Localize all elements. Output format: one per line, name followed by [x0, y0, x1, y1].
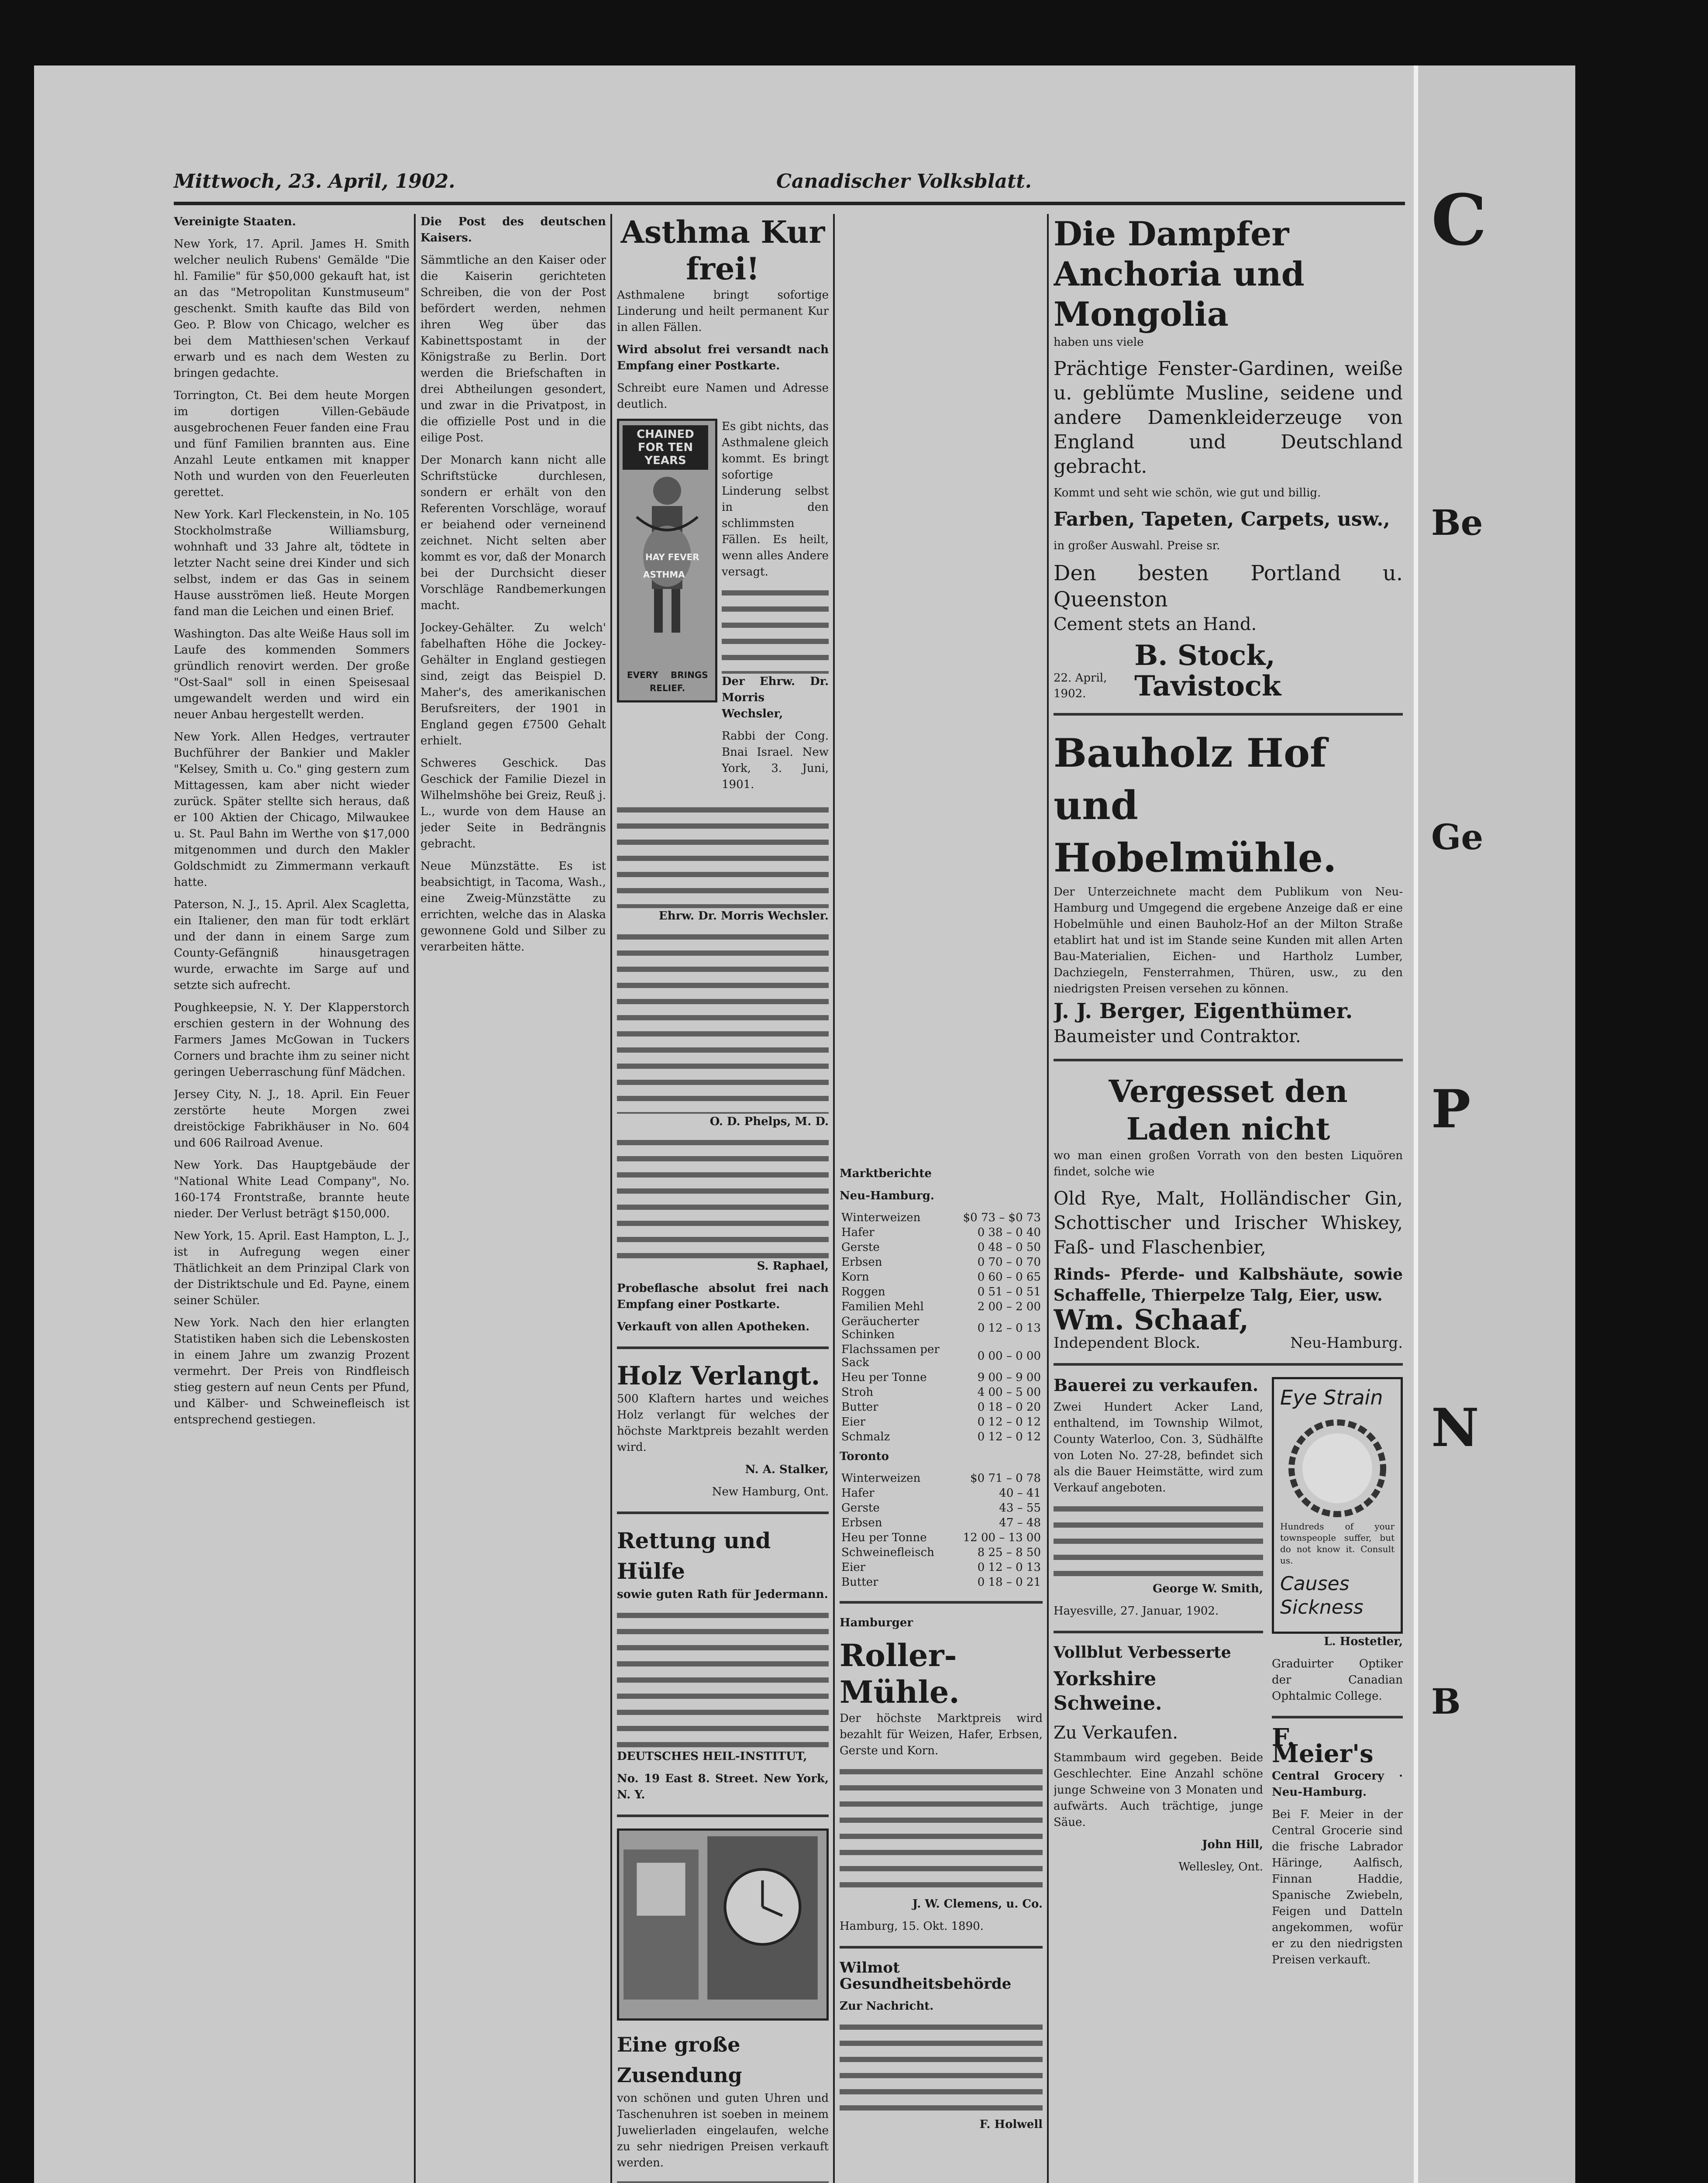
market-commodity: Erbsen: [841, 1256, 882, 1269]
market-row: [840, 1575, 1043, 1590]
masthead-paper-name: Canadischer Volksblatt.: [776, 170, 1032, 193]
market-commodity: Erbsen: [841, 1516, 882, 1529]
masthead-date: Mittwoch, 23. April, 1902.: [174, 170, 455, 193]
separator: [617, 1815, 829, 1817]
vollblut-title: Vollblut Verbesserte: [1054, 1643, 1231, 1662]
news-item: New York. Nach den hier erlangten Statistiken haben sich die Lebenskosten in einem Jahre um zwanzig Prozent vermehrt. Der Preis von Rindfleisch stieg gestern auf neun Cents per Pfund, und Kälber- und Schweinefleisch ist entsprechend gestiegen.: [174, 1316, 410, 1426]
farben-line: Farben, Tapeten, Carpets, usw.,: [1054, 508, 1390, 530]
hostetler-signature: L. Hostetler,: [1324, 1635, 1403, 1648]
berger-subtitle: Baumeister und Contraktor.: [1054, 1026, 1301, 1047]
asthma-ad-title: Asthma Kur frei!: [620, 214, 825, 287]
schaaf-place: Neu-Hamburg.: [1290, 1334, 1403, 1352]
holz-place: New Hamburg, Ont.: [712, 1485, 829, 1498]
market-price: 0 12 – 0 13: [977, 1322, 1041, 1335]
eye-strain-ad: [1272, 1377, 1403, 1634]
market-price: 0 70 – 0 70: [977, 1256, 1041, 1269]
roller-signature: J. W. Clemens, u. Co.: [912, 1897, 1043, 1911]
article-paragraph: Neue Münzstätte. Es ist beabsichtigt, in Tacoma, Wash., eine Zweig-Münzstätte zu errichten, welche das in Alaska gewonnene Gold und Silber zu verarbeiten hätte.: [420, 860, 606, 954]
article-paragraph: Schweres Geschick. Das Geschick der Familie Diezel in Wilhelmshöhe bei Greiz, Reuß j. L., wurde von dem Hause an jeder Seite in Bedrängnis gebracht.: [420, 757, 606, 850]
news-item: Paterson, N. J., 15. April. Alex Scagletta, ein Italiener, den man für todt erklärt und der dann in einem Sarge zum County-Gefängniß hinausgetragen wurde, erwachte im Sarge auf und setzte sich aufrecht.: [174, 898, 410, 992]
vollblut-text: Stammbaum wird gegeben. Beide Geschlechter. Eine Anzahl schöne junge Schweine von 3 Monaten und aufwärts. Auch trächtige, junge Säue.: [1054, 1751, 1263, 1829]
text-block: [617, 1136, 829, 1258]
market-commodity: Stroh: [841, 1386, 874, 1399]
relief-label: RELIEF.: [650, 683, 685, 693]
eye-strain-title: Eye Strain: [1280, 1386, 1383, 1409]
laden-ad-title: Vergesset den Laden nicht: [1109, 1073, 1348, 1147]
fragment-letter: N: [1431, 1397, 1479, 1459]
dampfer-ad-subtitle: haben uns viele: [1054, 336, 1144, 349]
schaaf-block: Independent Block.: [1054, 1334, 1201, 1352]
asthma-signature-detail: Rabbi der Cong. Bnai Israel. New York, 3. Juni, 1901.: [722, 730, 829, 791]
masthead: [174, 170, 1479, 196]
market-row: [840, 1415, 1043, 1429]
market-price: 0 12 – 0 12: [977, 1430, 1041, 1443]
bauerei-text: Zwei Hundert Acker Land, enthaltend, im Township Wilmot, County Waterloo, Con. 3, Südhälfte von Loten No. 27-28, befindet sich als die Bauer Heimstätte, wird zum Verkauf angeboten.: [1054, 1401, 1263, 1494]
market-row: [840, 1501, 1043, 1515]
text-block: [722, 586, 829, 674]
market-nh-title: Neu-Hamburg.: [840, 1189, 934, 1202]
text-block: [1054, 1502, 1263, 1581]
market-row: [840, 1400, 1043, 1415]
roller-date: Hamburg, 15. Okt. 1890.: [840, 1920, 984, 1933]
hay-fever-label: HAY FEVER: [645, 552, 699, 562]
column-us-news: [174, 214, 410, 2183]
market-price: 47 – 48: [999, 1516, 1041, 1529]
market-toronto-title: Toronto: [840, 1450, 889, 1463]
market-commodity: Hafer: [841, 1487, 875, 1500]
asthma-signature-4: S. Raphael,: [757, 1260, 829, 1273]
market-row: [840, 1471, 1043, 1486]
text-block: [617, 803, 829, 908]
article-title: Die Post des deutschen Kaisers.: [420, 215, 606, 244]
hostetler-subtitle: Graduirter Optiker der Canadian Ophtalmic College.: [1272, 1657, 1403, 1703]
section-title: Vereinigte Staaten.: [174, 215, 296, 228]
laden-ad-text-2: Rinds- Pferde- und Kalbshäute, sowie Schaffelle, Thierpelze Talg, Eier, usw.: [1054, 1265, 1403, 1305]
market-commodity: Korn: [841, 1271, 869, 1284]
bauerei-date: Hayesville, 27. Januar, 1902.: [1054, 1605, 1219, 1618]
rettung-institute: DEUTSCHES HEIL-INSTITUT,: [617, 1750, 807, 1763]
wilmot-signature: F. Holwell: [979, 2118, 1043, 2131]
fragment-letter: C: [1431, 179, 1487, 261]
rettung-address: No. 19 East 8. Street. New York, N. Y.: [617, 1772, 829, 1801]
fragment-letter: Be: [1431, 502, 1483, 543]
clock-illustration: [617, 1828, 829, 2021]
market-commodity: Gerste: [841, 1241, 880, 1254]
zusendung-ad-text: von schönen und guten Uhren und Taschenuhren ist soeben in meinem Juwelierladen eingelaufen, welche zu sehr niedrigen Preisen verkauft werden.: [617, 2092, 829, 2169]
eye-strain-footer: Causes Sickness: [1280, 1573, 1364, 1618]
news-item: Washington. Das alte Weiße Haus soll im Laufe des kommenden Sommers gründlich renovirt werden. Der große "Ost-Saal" soll in einen Speisesaal umgewandelt werden und wird ein neuer Anbau hergestellt werden.: [174, 627, 410, 721]
column-rule-4: [1047, 214, 1049, 2183]
market-row: [840, 1314, 1043, 1342]
text-block: [617, 930, 829, 1114]
separator: [1054, 1363, 1403, 1366]
wilmot-subtitle: Zur Nachricht.: [840, 2000, 934, 2013]
market-price: 0 18 – 0 21: [977, 1576, 1041, 1589]
separator: [840, 1946, 1043, 1949]
adjacent-page-edge: [1414, 65, 1575, 2183]
asthma-signature: Der Ehrw. Dr. Morris Wechsler,: [722, 675, 829, 720]
news-item: New York, 17. April. James H. Smith welcher neulich Rubens' Gemälde "Die hl. Familie" für $50,000 gekauft hat, ist an das "Metropolitan Kunstmuseum" geschenkt. Smith kaufte das Bild von Geo. P. Blow von Chicago, welcher es bei dem Matthiesen'schen Verkauf erwarb und es nach dem Westen zu bringen gedachte.: [174, 238, 410, 380]
article-paragraph: Der Monarch kann nicht alle Schriftstücke durchlesen, sondern er erhält von den Referenten Vorschläge, worauf er beiahend oder verneinend zeichnet. Nicht selten aber kommt es vor, daß der Monarch bei der Durchsicht dieser Vorschläge Randbemerkungen macht.: [420, 454, 606, 612]
roller-ad-name: Roller-Mühle.: [840, 1637, 960, 1710]
meier-text: Bei F. Meier in der Central Grocerie sind die frische Labrador Häringe, Aalfisch, Finnan Haddie, Spanische Zwiebeln, Feigen und Datteln angekommen, wofür er zu den niedrigsten Preisen verkauft.: [1272, 1808, 1403, 1966]
every-label: EVERY: [627, 670, 658, 680]
farben-subline: in großer Auswahl. Preise sr.: [1054, 539, 1220, 552]
market-commodity: Schmalz: [841, 1430, 890, 1443]
separator: [840, 1601, 1043, 1604]
market-commodity: Schweinefleisch: [841, 1546, 934, 1559]
vollblut-name: Yorkshire Schweine.: [1054, 1668, 1162, 1715]
market-commodity: Butter: [841, 1576, 878, 1589]
holz-signature: N. A. Stalker,: [745, 1463, 829, 1476]
news-item: New York, 15. April. East Hampton, L. J., ist in Aufregung wegen einer Thätlichkeit an dem Prinzipal Clark von der Distriktschule und Ed. Payne, einem seiner Schüler.: [174, 1229, 410, 1307]
fragment-letter: Ge: [1431, 816, 1484, 857]
asthma-illustration: [617, 419, 717, 702]
market-row: [840, 1385, 1043, 1400]
berger-signature: J. J. Berger, Eigenthümer.: [1054, 999, 1353, 1023]
laden-ad-subtitle: wo man einen großen Vorrath von den besten Liquören findet, solche wie: [1054, 1149, 1403, 1178]
market-row: [840, 1545, 1043, 1560]
dampfer-ad-note: Kommt und seht wie schön, wie gut und billig.: [1054, 486, 1321, 499]
market-row: [840, 1240, 1043, 1255]
text-block: [840, 1765, 1043, 1896]
bauholz-ad-text: Der Unterzeichnete macht dem Publikum von Neu-Hamburg und Umgegend die ergebene Anzeige daß er eine Hobelmühle und einen Bauholz-Hof an der Milton Straße etablirt hat und ist im Stande seine Kunden mit allen Arten Bau-Materialien, Eichen- und Hartholz Lumber, Dachziegeln, Fensterrahmen, Thüren, usw., zu den niedrigsten Preisen versehen zu können.: [1054, 885, 1403, 995]
clock-icon: [619, 1831, 826, 2018]
hill-signature: John Hill,: [1202, 1838, 1263, 1851]
market-row: [840, 1225, 1043, 1240]
market-commodity: Eier: [841, 1561, 866, 1574]
rettung-ad-title: Rettung und Hülfe: [617, 1528, 771, 1584]
market-price: 8 25 – 8 50: [977, 1546, 1041, 1559]
market-price: 0 12 – 0 13: [977, 1561, 1041, 1574]
text-block: [617, 2177, 829, 2183]
brings-label: BRINGS: [671, 670, 708, 680]
market-price: 4 00 – 5 00: [977, 1386, 1041, 1399]
upper-ad-continuation: [840, 214, 1043, 1166]
separator: [1272, 1716, 1403, 1718]
market-price: 0 12 – 0 12: [977, 1415, 1041, 1429]
asthma-ad-free: Wird absolut frei versandt nach Empfang einer Postkarte.: [617, 343, 829, 372]
eye-strain-inner: Hundreds of your townspeople suffer, but do not know it. Consult us.: [1280, 1521, 1395, 1566]
newspaper-page: [34, 65, 1575, 2183]
separator: [617, 1346, 829, 1349]
market-price: 9 00 – 9 00: [977, 1371, 1041, 1384]
market-title: Marktberichte: [840, 1167, 932, 1180]
masthead-rule: [174, 202, 1405, 205]
market-table-new-hamburg: [840, 1210, 1043, 1444]
fragment-letter: P: [1431, 1078, 1471, 1140]
article-paragraph: Jockey-Gehälter. Zu welch' fabelhaften Höhe die Jockey-Gehälter in England gestiegen sind, zeigt das Beispiel D. Maher's, des amerikanischen Berufsreiters, der 1901 in England gegen £7500 Gehalt erhielt.: [420, 621, 606, 747]
market-price: 2 00 – 2 00: [977, 1300, 1041, 1313]
column-rule-3: [833, 214, 835, 2183]
meier-subtitle: Central Grocery · Neu-Hamburg.: [1272, 1770, 1403, 1799]
cement-subline: Cement stets an Hand.: [1054, 614, 1257, 634]
asthma-ad-text: Es gibt nichts, das Asthmalene gleich kommt. Es bringt sofortige Linderung selbst in den schlimmsten Fällen. Es heilt, wenn alles Andere versagt.: [722, 420, 829, 578]
market-row: [840, 1299, 1043, 1314]
text-block: [617, 1609, 829, 1749]
asthma-ad-write: Schreibt eure Namen und Adresse deutlich.: [617, 382, 829, 411]
market-row: [840, 1210, 1043, 1225]
asthma-bottle-offer: Probeflasche absolut frei nach Empfang einer Postkarte.: [617, 1282, 829, 1311]
vollblut-sale: Zu Verkaufen.: [1054, 1723, 1178, 1743]
market-price: $0 71 – 0 78: [970, 1472, 1041, 1485]
news-item: Poughkeepsie, N. Y. Der Klapperstorch erschien gestern in der Wohnung des Farmers James McGowan in Tuckers Corners und brachte ihm zu seiner nicht geringen Ueberraschung fünf Mädchen.: [174, 1001, 410, 1079]
holz-ad-title: Holz Verlangt.: [617, 1361, 820, 1391]
rettung-ad-subtitle: sowie guten Rath für Jedermann.: [617, 1588, 828, 1601]
market-row: [840, 1270, 1043, 1284]
market-price: 40 – 41: [999, 1487, 1041, 1500]
market-commodity: Roggen: [841, 1285, 885, 1298]
market-table-toronto: [840, 1471, 1043, 1590]
holz-ad-text: 500 Klaftern hartes und weiches Holz verlangt für welches der höchste Marktpreis bezahlt werden wird.: [617, 1392, 829, 1454]
market-commodity: Winterweizen: [841, 1211, 921, 1224]
market-price: $0 73 – $0 73: [963, 1211, 1041, 1224]
column-kaiser-post: [420, 214, 606, 2183]
zusendung-ad-title: Eine große Zusendung: [617, 2033, 742, 2087]
meier-title: F. Meier's: [1272, 1723, 1374, 1768]
separator: [617, 1512, 829, 1514]
market-price: 0 48 – 0 50: [977, 1241, 1041, 1254]
asthma-signature-2: Ehrw. Dr. Morris Wechsler.: [658, 909, 829, 923]
market-row: [840, 1370, 1043, 1385]
separator: [1054, 1059, 1403, 1061]
news-item: Jersey City, N. J., 18. April. Ein Feuer zerstörte heute Morgen zwei dreistöckige Fabrikhäuser in No. 604 und 606 Railroad Avenue.: [174, 1088, 410, 1150]
market-price: 12 00 – 13 00: [963, 1531, 1041, 1544]
wreath-icon: [1285, 1416, 1390, 1521]
market-row: [840, 1560, 1043, 1575]
market-commodity: Flachssamen per Sack: [841, 1343, 940, 1369]
market-commodity: Heu per Tonne: [841, 1531, 927, 1544]
asthma-ad-subtitle: Asthmalene bringt sofortige Linderung und heilt permanent Kur in allen Fällen.: [617, 289, 829, 334]
market-row: [840, 1284, 1043, 1299]
column-rule-2: [610, 214, 612, 2183]
wilmot-title: Wilmot Gesundheitsbehörde: [840, 1959, 1012, 1993]
market-row: [840, 1515, 1043, 1530]
market-price: 0 00 – 0 00: [977, 1350, 1041, 1363]
market-commodity: Butter: [841, 1401, 878, 1414]
roller-ad-text: Der höchste Marktpreis wird bezahlt für Weizen, Hafer, Erbsen, Gerste und Korn.: [840, 1712, 1043, 1757]
market-commodity: Hafer: [841, 1226, 875, 1239]
separator: [1054, 713, 1403, 716]
news-item: Torrington, Ct. Bei dem heute Morgen im dortigen Villen-Gebäude ausgebrochenen Feuer fanden eine Frau und fünf Familien brannten aus. Eine Anzahl Leute entkamen mit knapper Noth und wurden von den Feuerleuten gerettet.: [174, 389, 410, 499]
dampfer-ad-text: Prächtige Fenster-Gardinen, weiße u. geblümte Musline, seidene und andere Damenkleiderzeuge von England und Deutschland gebracht.: [1054, 358, 1403, 478]
asthma-label: ASTHMA: [643, 569, 685, 580]
stock-signature: B. Stock, Tavistock: [1134, 639, 1281, 702]
market-commodity: Gerste: [841, 1501, 880, 1515]
market-price: 43 – 55: [999, 1501, 1041, 1515]
market-commodity: Familien Mehl: [841, 1300, 924, 1313]
roller-ad-title: Hamburger: [840, 1616, 913, 1629]
market-price: 0 60 – 0 65: [977, 1271, 1041, 1284]
news-item: New York. Allen Hedges, vertrauter Buchführer der Bankier und Makler "Kelsey, Smith u. Co." ging gestern zum Mittagessen, kam aber nicht wieder zurück. Später stellte sich heraus, daß er 100 Aktien der Chicago, Milwaukee u. St. Paul Bahn im Werthe von $17,000 mitgenommen und durch den Makler Goldschmidt zu Zimmermann verkauft hatte.: [174, 730, 410, 889]
market-commodity: Geräucherter Schinken: [841, 1315, 919, 1341]
market-commodity: Heu per Tonne: [841, 1371, 927, 1384]
stock-date: 22. April, 1902.: [1054, 671, 1107, 700]
bauholz-ad-title: Bauholz Hof und Hobelmühle.: [1054, 730, 1337, 881]
market-price: 0 51 – 0 51: [977, 1285, 1041, 1298]
market-price: 0 38 – 0 40: [977, 1226, 1041, 1239]
cement-line: Den besten Portland u. Queenston: [1054, 561, 1403, 612]
bauerei-signature: George W. Smith,: [1153, 1582, 1263, 1595]
market-row: [840, 1530, 1043, 1545]
asthma-sold-note: Verkauft von allen Apotheken.: [617, 1320, 810, 1333]
illustration-banner: CHAINED FOR TEN YEARS: [623, 425, 708, 470]
market-commodity: Winterweizen: [841, 1472, 921, 1485]
market-row: [840, 1342, 1043, 1370]
news-item: New York. Karl Fleckenstein, in No. 105 Stockholmstraße Williamsburg, wohnhaft und 33 Jahre alt, tödtete in letzter Nacht seine drei Kinder und sich selbst, indem er das Gas in seinem Hause ausströmen ließ. Heute Morgen fand man die Leichen und einen Brief.: [174, 508, 410, 618]
column-ads-left: [617, 214, 829, 2183]
dampfer-ad-title: Die Dampfer Anchoria und Mongolia: [1054, 214, 1305, 334]
text-block: [840, 2021, 1043, 2117]
separator: [1054, 1631, 1263, 1633]
market-commodity: Eier: [841, 1415, 866, 1429]
column-rule-1: [414, 214, 416, 2183]
column-markets: [840, 214, 1043, 2183]
asthma-signature-3: O. D. Phelps, M. D.: [709, 1115, 829, 1128]
news-item: New York. Das Hauptgebäude der "National White Lead Company", No. 160-174 Frontstraße, brannte heute nieder. Der Verlust beträgt $150,000.: [174, 1159, 410, 1220]
bauerei-title: Bauerei zu verkaufen.: [1054, 1375, 1259, 1395]
laden-ad-text: Old Rye, Malt, Holländischer Gin, Schottischer und Irischer Whiskey, Faß- und Flaschenbier,: [1054, 1188, 1403, 1258]
market-price: 0 18 – 0 20: [977, 1401, 1041, 1414]
column-ads-right: [1054, 214, 1403, 2183]
market-row: [840, 1255, 1043, 1270]
market-row: [840, 1486, 1043, 1501]
schaaf-signature: Wm. Schaaf,: [1054, 1304, 1249, 1336]
hill-place: Wellesley, Ont.: [1178, 1860, 1263, 1873]
article-paragraph: Sämmtliche an den Kaiser oder die Kaiserin gerichteten Schreiben, die von der Post befördert werden, nehmen ihren Weg über das Kabinettspostamt in der Königstraße zu Berlin. Dort werden die Briefschaften in drei Abtheilungen gesondert, und zwar in die Privatpost, in die offizielle Post und in die eilige Post.: [420, 254, 606, 444]
fragment-letter: B: [1431, 1681, 1461, 1722]
market-row: [840, 1429, 1043, 1444]
